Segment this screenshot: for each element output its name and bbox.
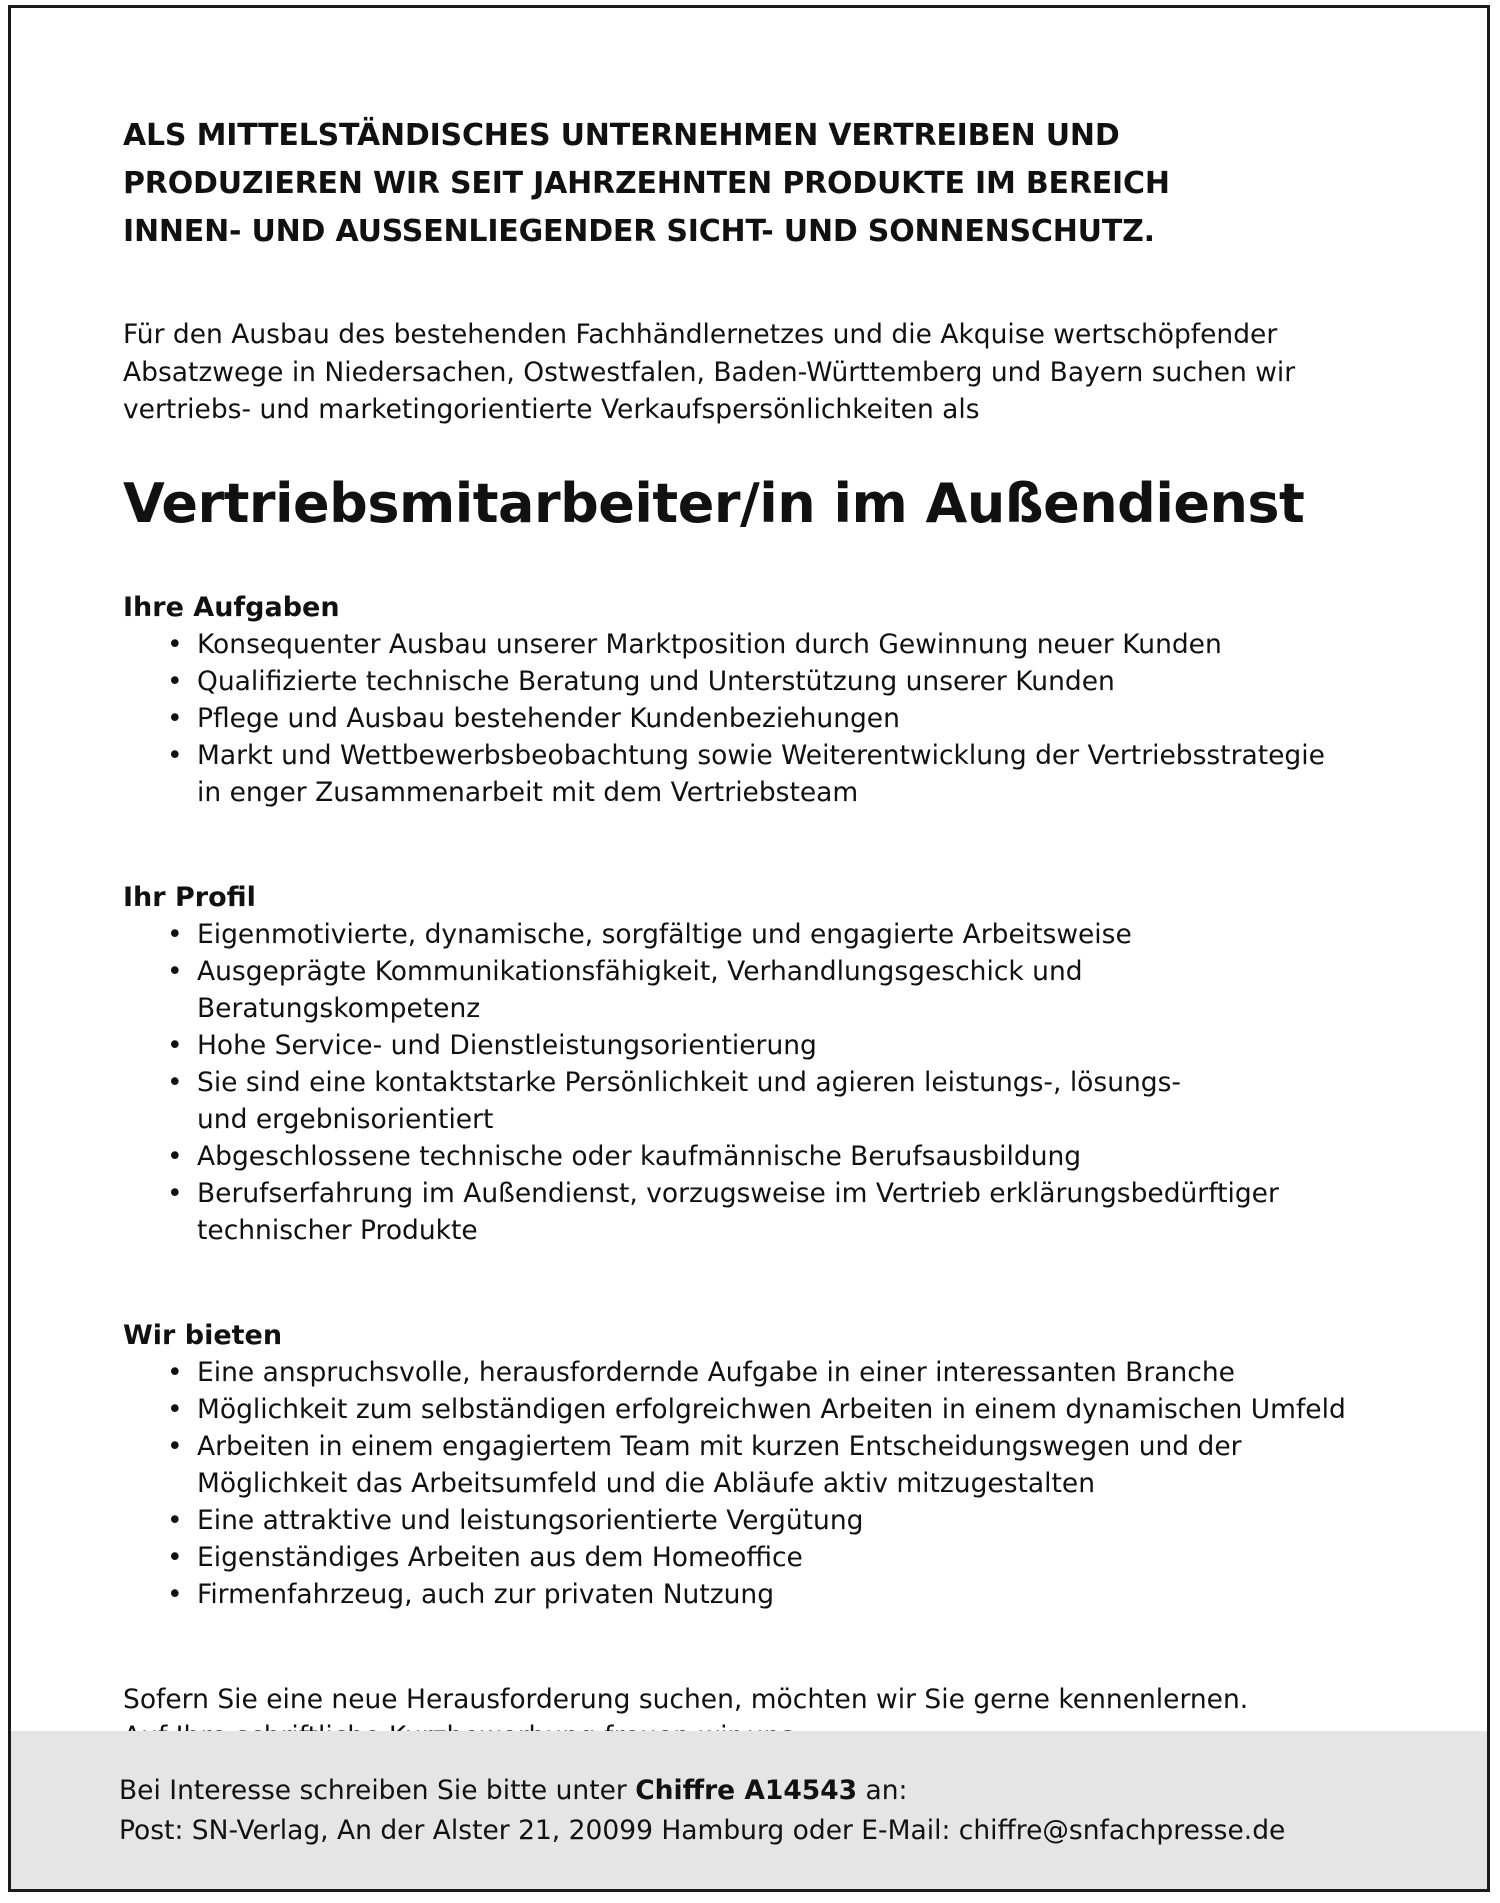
section-heading: Wir bieten — [123, 1319, 283, 1351]
task-item: • Pflege und Ausbau bestehender Kundenbeziehungen — [123, 700, 1413, 737]
job-advertisement — [8, 5, 1490, 1892]
profile-item: • Ausgeprägte Kommunikationsfähigkeit, Verhandlungsgeschick und Beratungskompetenz — [123, 953, 1413, 1027]
offer-list — [123, 1354, 1413, 1613]
offer-item: • Eine attraktive und leistungsorientierte Vergütung — [123, 1502, 1413, 1539]
offer-item: • Eine anspruchsvolle, herausfordernde Aufgabe in einer interessanten Branche — [123, 1354, 1413, 1391]
contact-suffix: an: — [857, 1775, 908, 1806]
job-title: Vertriebsmitarbeiter/in im Außendienst — [123, 471, 1305, 535]
company-headline — [123, 112, 1413, 256]
headline-line: ALS MITTELSTÄNDISCHES UNTERNEHMEN VERTREIBEN UND — [123, 118, 1120, 153]
ad-content — [123, 112, 1413, 1756]
contact-text — [119, 1771, 1285, 1851]
section-ihre-aufgaben — [123, 589, 1413, 811]
profile-list — [123, 916, 1413, 1249]
intro-paragraph — [123, 316, 1413, 429]
task-item: • Markt und Wettbewerbsbeobachtung sowie Weiterentwicklung der Vertriebsstrategie in enger Zusammenarbeit mit dem Vertriebsteam — [123, 737, 1413, 811]
task-item: • Qualifizierte technische Beratung und Unterstützung unserer Kunden — [123, 663, 1413, 700]
profile-item: • Berufserfahrung im Außendienst, vorzugsweise im Vertrieb erklärungsbedürftiger technischer Produkte — [123, 1175, 1413, 1249]
closing-line: Sofern Sie eine neue Herausforderung suchen, möchten wir Sie gerne kennenlernen. — [123, 1683, 1249, 1715]
profile-item: • Abgeschlossene technische oder kaufmännische Berufsausbildung — [123, 1138, 1413, 1175]
headline-line: PRODUZIEREN WIR SEIT JAHRZEHNTEN PRODUKTE IM BEREICH — [123, 166, 1170, 201]
section-heading: Ihre Aufgaben — [123, 591, 340, 623]
headline-line: INNEN- UND AUSSENLIEGENDER SICHT- UND SONNENSCHUTZ. — [123, 214, 1155, 249]
profile-item: • Eigenmotivierte, dynamische, sorgfältige und engagierte Arbeitsweise — [123, 916, 1413, 953]
offer-item: • Eigenständiges Arbeiten aus dem Homeoffice — [123, 1539, 1413, 1576]
section-wir-bieten — [123, 1317, 1413, 1613]
chiffre-code: Chiffre A14543 — [635, 1775, 858, 1806]
contact-address: Post: SN-Verlag, An der Alster 21, 20099 Hamburg oder E-Mail: chiffre@snfachpresse.de — [119, 1815, 1286, 1846]
profile-item: • Hohe Service- und Dienstleistungsorientierung — [123, 1027, 1413, 1064]
offer-item: • Arbeiten in einem engagiertem Team mit kurzen Entscheidungswegen und der Möglichkeit das Arbeitsumfeld und die Abläufe aktiv mitzugestalten — [123, 1428, 1413, 1502]
offer-item: • Möglichkeit zum selbständigen erfolgreichwen Arbeiten in einem dynamischen Umfeld — [123, 1391, 1413, 1428]
profile-item: • Sie sind eine kontaktstarke Persönlichkeit und agieren leistungs-, lösungs- und ergebnisorientiert — [123, 1064, 1413, 1138]
task-item: • Konsequenter Ausbau unserer Marktposition durch Gewinnung neuer Kunden — [123, 626, 1413, 663]
intro-line: vertriebs- und marketingorientierte Verkaufspersönlichkeiten als — [123, 394, 980, 425]
contact-prefix: Bei Interesse schreiben Sie bitte unter — [119, 1775, 636, 1806]
intro-line: Für den Ausbau des bestehenden Fachhändlernetzes und die Akquise wertschöpfender — [123, 319, 1278, 350]
section-ihr-profil — [123, 879, 1413, 1249]
intro-line: Absatzwege in Niedersachen, Ostwestfalen, Baden-Württemberg und Bayern suchen wir — [123, 356, 1296, 388]
task-list — [123, 626, 1413, 811]
contact-box — [11, 1731, 1487, 1889]
section-heading: Ihr Profil — [123, 881, 256, 913]
offer-item: • Firmenfahrzeug, auch zur privaten Nutzung — [123, 1576, 1413, 1613]
